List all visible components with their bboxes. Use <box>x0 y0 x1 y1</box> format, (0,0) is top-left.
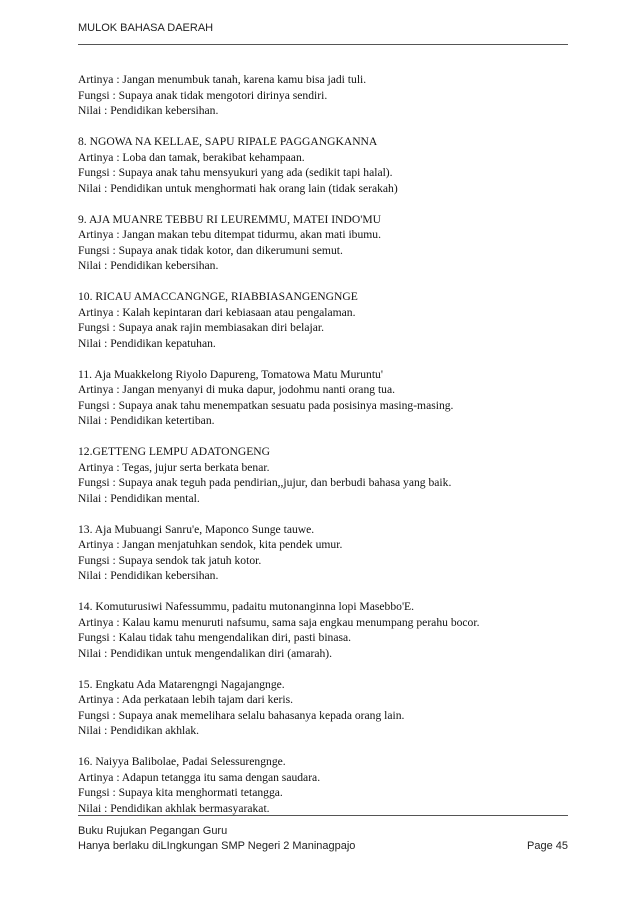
footer-usage-note: Hanya berlaku diLIngkungan SMP Negeri 2 Maninagpajo <box>78 840 356 852</box>
text-line: Fungsi : Supaya sendok tak jatuh kotor. <box>78 553 262 567</box>
text-line: Nilai : Pendidikan untuk mengendalikan diri (amarah). <box>78 646 333 660</box>
text-line: Fungsi : Supaya anak teguh pada pendirian,,jujur, dan berbudi bahasa yang baik. <box>78 476 452 489</box>
running-footer <box>78 824 568 854</box>
text-line: Artinya : Tegas, jujur serta berkata benar. <box>78 460 270 474</box>
text-line: Nilai : Pendidikan kepatuhan. <box>78 336 216 350</box>
text-line: 10. RICAU AMACCANGNGE, RIABBIASANGENGNGE <box>78 290 358 303</box>
proverb-section <box>78 72 573 119</box>
header-divider <box>78 44 568 45</box>
text-line: 8. NGOWA NA KELLAE, SAPU RIPALE PAGGANGKANNA <box>78 135 378 148</box>
text-line: Fungsi : Supaya anak rajin membiasakan diri belajar. <box>78 321 324 334</box>
text-line: Fungsi : Kalau tidak tahu mengendalikan diri, pasti binasa. <box>78 631 352 644</box>
text-line: Fungsi : Supaya anak tahu mensyukuri yang ada (sedikit tapi halal). <box>78 166 393 179</box>
text-line: 15. Engkatu Ada Matarengngi Nagajangnge. <box>78 677 285 691</box>
text-line: 16. Naiyya Balibolae, Padai Selessurengnge. <box>78 755 286 768</box>
proverb-section <box>78 212 573 274</box>
text-line: Artinya : Kalah kepintaran dari kebiasaan atau pengalaman. <box>78 305 356 319</box>
text-line: Fungsi : Supaya anak tidak mengotori dirinya sendiri. <box>78 88 328 102</box>
text-line: 12.GETTENG LEMPU ADATONGENG <box>78 445 271 458</box>
text-line: 14. Komuturusiwi Nafessummu, padaitu mutonanginna lopi Masebbo'E. <box>78 600 415 613</box>
text-line: Nilai : Pendidikan kebersihan. <box>78 259 219 272</box>
text-line: Artinya : Kalau kamu menuruti nafsumu, sama saja engkau menumpang perahu bocor. <box>78 615 480 629</box>
text-line: Fungsi : Supaya kita menghormati tetangga. <box>78 786 283 799</box>
proverb-section <box>78 754 573 816</box>
text-line: Artinya : Loba dan tamak, berakibat kehampaan. <box>78 150 305 164</box>
text-line: Artinya : Jangan menjatuhkan sendok, kita pendek umur. <box>78 538 343 551</box>
text-line: Nilai : Pendidikan akhlak. <box>78 724 200 737</box>
proverb-section <box>78 444 573 506</box>
proverb-section <box>78 677 573 739</box>
footer-divider <box>78 815 568 816</box>
text-line: Artinya : Jangan makan tebu ditempat tidurmu, akan mati ibumu. <box>78 228 381 241</box>
text-line: 13. Aja Mubuangi Sanru'e, Maponco Sunge tauwe. <box>78 522 315 536</box>
footer-book-title: Buku Rujukan Pegangan Guru <box>78 825 228 837</box>
proverb-section <box>78 367 573 429</box>
proverb-section <box>78 289 573 351</box>
text-line: Artinya : Adapun tetangga itu sama dengan saudara. <box>78 770 321 784</box>
text-line: Nilai : Pendidikan untuk menghormati hak orang lain (tidak serakah) <box>78 181 398 195</box>
text-line: Fungsi : Supaya anak tidak kotor, dan dikerumuni semut. <box>78 243 343 257</box>
text-line: Fungsi : Supaya anak tahu menempatkan sesuatu pada posisinya masing-masing. <box>78 398 454 412</box>
proverb-section <box>78 134 573 196</box>
proverb-section <box>78 599 573 661</box>
text-line: Artinya : Jangan menumbuk tanah, karena kamu bisa jadi tuli. <box>78 73 367 86</box>
text-line: Nilai : Pendidikan mental. <box>78 491 200 505</box>
document-body <box>78 72 573 832</box>
text-line: Artinya : Ada perkataan lebih tajam dari keris. <box>78 693 294 706</box>
page-number: Page 45 <box>527 840 568 852</box>
text-line: 11. Aja Muakkelong Riyolo Dapureng, Tomatowa Matu Muruntu' <box>78 367 383 381</box>
text-line: Nilai : Pendidikan ketertiban. <box>78 414 215 427</box>
text-line: Nilai : Pendidikan akhlak bermasyarakat. <box>78 801 270 815</box>
proverb-section <box>78 522 573 584</box>
text-line: Nilai : Pendidikan kebersihan. <box>78 569 219 582</box>
text-line: Nilai : Pendidikan kebersihan. <box>78 104 219 117</box>
text-line: Artinya : Jangan menyanyi di muka dapur, jodohmu nanti orang tua. <box>78 383 396 396</box>
running-header: MULOK BAHASA DAERAH <box>78 22 214 34</box>
text-line: 9. AJA MUANRE TEBBU RI LEUREMMU, MATEI INDO'MU <box>78 212 381 226</box>
text-line: Fungsi : Supaya anak memelihara selalu bahasanya kepada orang lain. <box>78 708 405 722</box>
